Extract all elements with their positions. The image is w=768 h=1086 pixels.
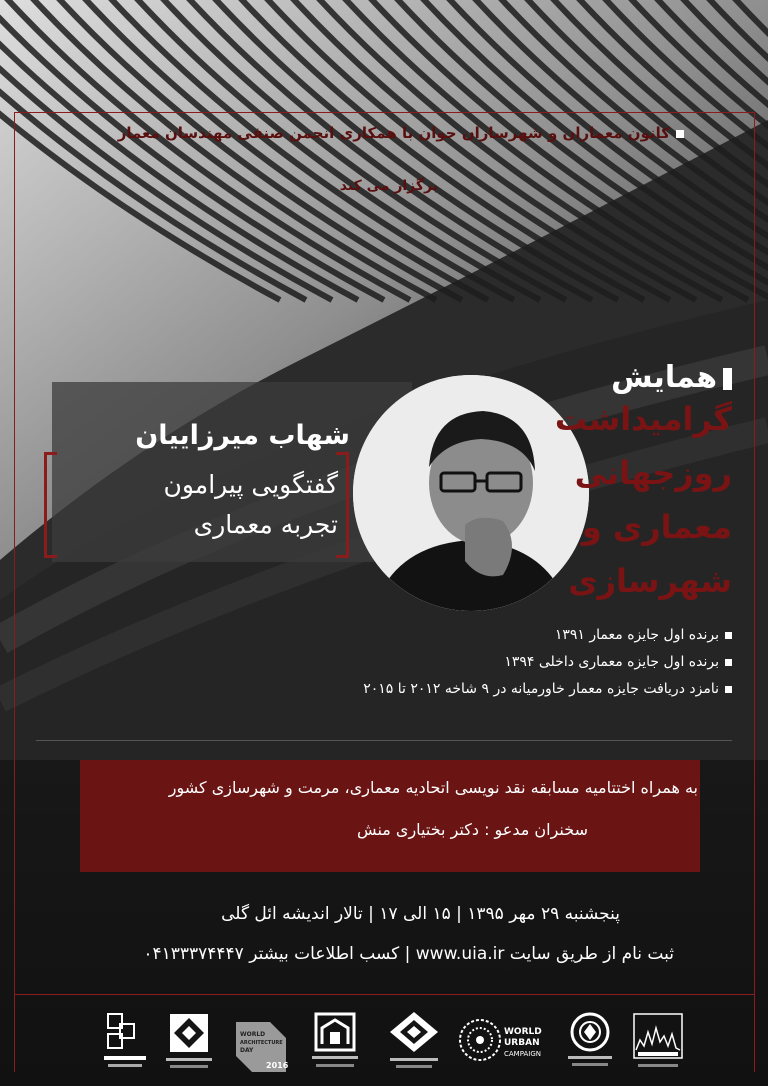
achievement-text: نامزد دریافت جایزه معمار خاورمیانه در ۹ شاخه ۲۰۱۲ تا ۲۰۱۵	[363, 681, 719, 697]
date-line: پنجشنبه ۲۹ مهر ۱۳۹۵ | ۱۵ الی ۱۷ | تالار اندیشه ائل گلی	[221, 904, 620, 924]
event-label	[611, 360, 732, 395]
frame-line-bottom	[14, 994, 754, 995]
speaker-photo	[353, 375, 589, 611]
logo-text: CAMPAIGN	[504, 1050, 542, 1058]
world-architecture-day-logo	[230, 1010, 292, 1074]
list-item	[252, 676, 732, 703]
frame-line-left	[14, 112, 15, 1072]
event-title-line-2: روزجهانی	[574, 454, 732, 492]
logo-text: ARCHITECTURE	[240, 1040, 283, 1046]
achievement-text: برنده اول جایزه معمار ۱۳۹۱	[554, 627, 719, 643]
architects-association-logo	[306, 1010, 364, 1074]
info-box	[80, 760, 700, 872]
registration-line: ثبت نام از طریق سایت www.uia.ir | کسب اطلاعات بیشتر ۰۴۱۳۳۳۷۴۴۴۷	[143, 944, 674, 964]
square-bullet-icon	[725, 686, 732, 693]
info-line-1: به همراه اختتامیه مسابقه نقد نویسی اتحادیه معماری، مرمت و شهرسازی کشور	[168, 778, 698, 797]
achievement-text: برنده اول جایزه معماری داخلی ۱۳۹۴	[504, 654, 719, 670]
speaker-name: شهاب میرزاییان	[135, 420, 350, 451]
organizer-line-1	[118, 124, 684, 142]
bracket-left-icon	[44, 452, 57, 558]
event-title-line-4: شهرسازی	[568, 562, 732, 600]
sponsor-logos	[80, 1010, 690, 1074]
square-bullet-icon	[676, 130, 684, 138]
list-item	[252, 622, 732, 649]
logo-text: WORLD	[504, 1027, 542, 1037]
logo-text: DAY	[240, 1047, 254, 1054]
scientific-association-logo	[100, 1010, 150, 1074]
achievements-list	[252, 622, 732, 703]
logo-text: WORLD	[240, 1031, 266, 1038]
talk-title-line-1: گفتگویی پیرامون	[163, 470, 338, 499]
bracket-right-icon	[336, 452, 349, 558]
logo-text: URBAN	[504, 1038, 540, 1048]
organizer-line-1-text: کانون معماران و شهرسازان جوان با همکاری انجمن صنفی مهندسان معمار	[117, 124, 670, 142]
square-bullet-icon	[725, 659, 732, 666]
event-title-line-1: گرامیداشت	[554, 400, 732, 438]
frame-line-right	[754, 112, 755, 1072]
logo-text: 2016	[266, 1061, 289, 1070]
frame-line-mid	[36, 740, 732, 741]
speaker-portrait-icon	[353, 375, 589, 611]
square-bullet-icon	[725, 632, 732, 639]
young-engineers-association-logo	[562, 1010, 618, 1074]
event-title-line-3: معماری و	[581, 508, 732, 546]
talk-title-line-2: تجربه معماری	[193, 510, 338, 539]
event-label-text: همایش	[611, 360, 717, 395]
info-line-2: سخنران مدعو : دکتر بختیاری منش	[357, 820, 588, 839]
square-bullet-icon	[723, 368, 732, 390]
young-architects-center-logo	[384, 1010, 444, 1074]
world-urban-campaign-logo	[458, 1010, 548, 1074]
list-item	[252, 649, 732, 676]
frame-line-top	[14, 112, 754, 113]
city-skyline-logo	[628, 1010, 688, 1074]
university-logo	[162, 1010, 216, 1074]
organizer-line-2: برگزار می کند	[339, 178, 438, 194]
